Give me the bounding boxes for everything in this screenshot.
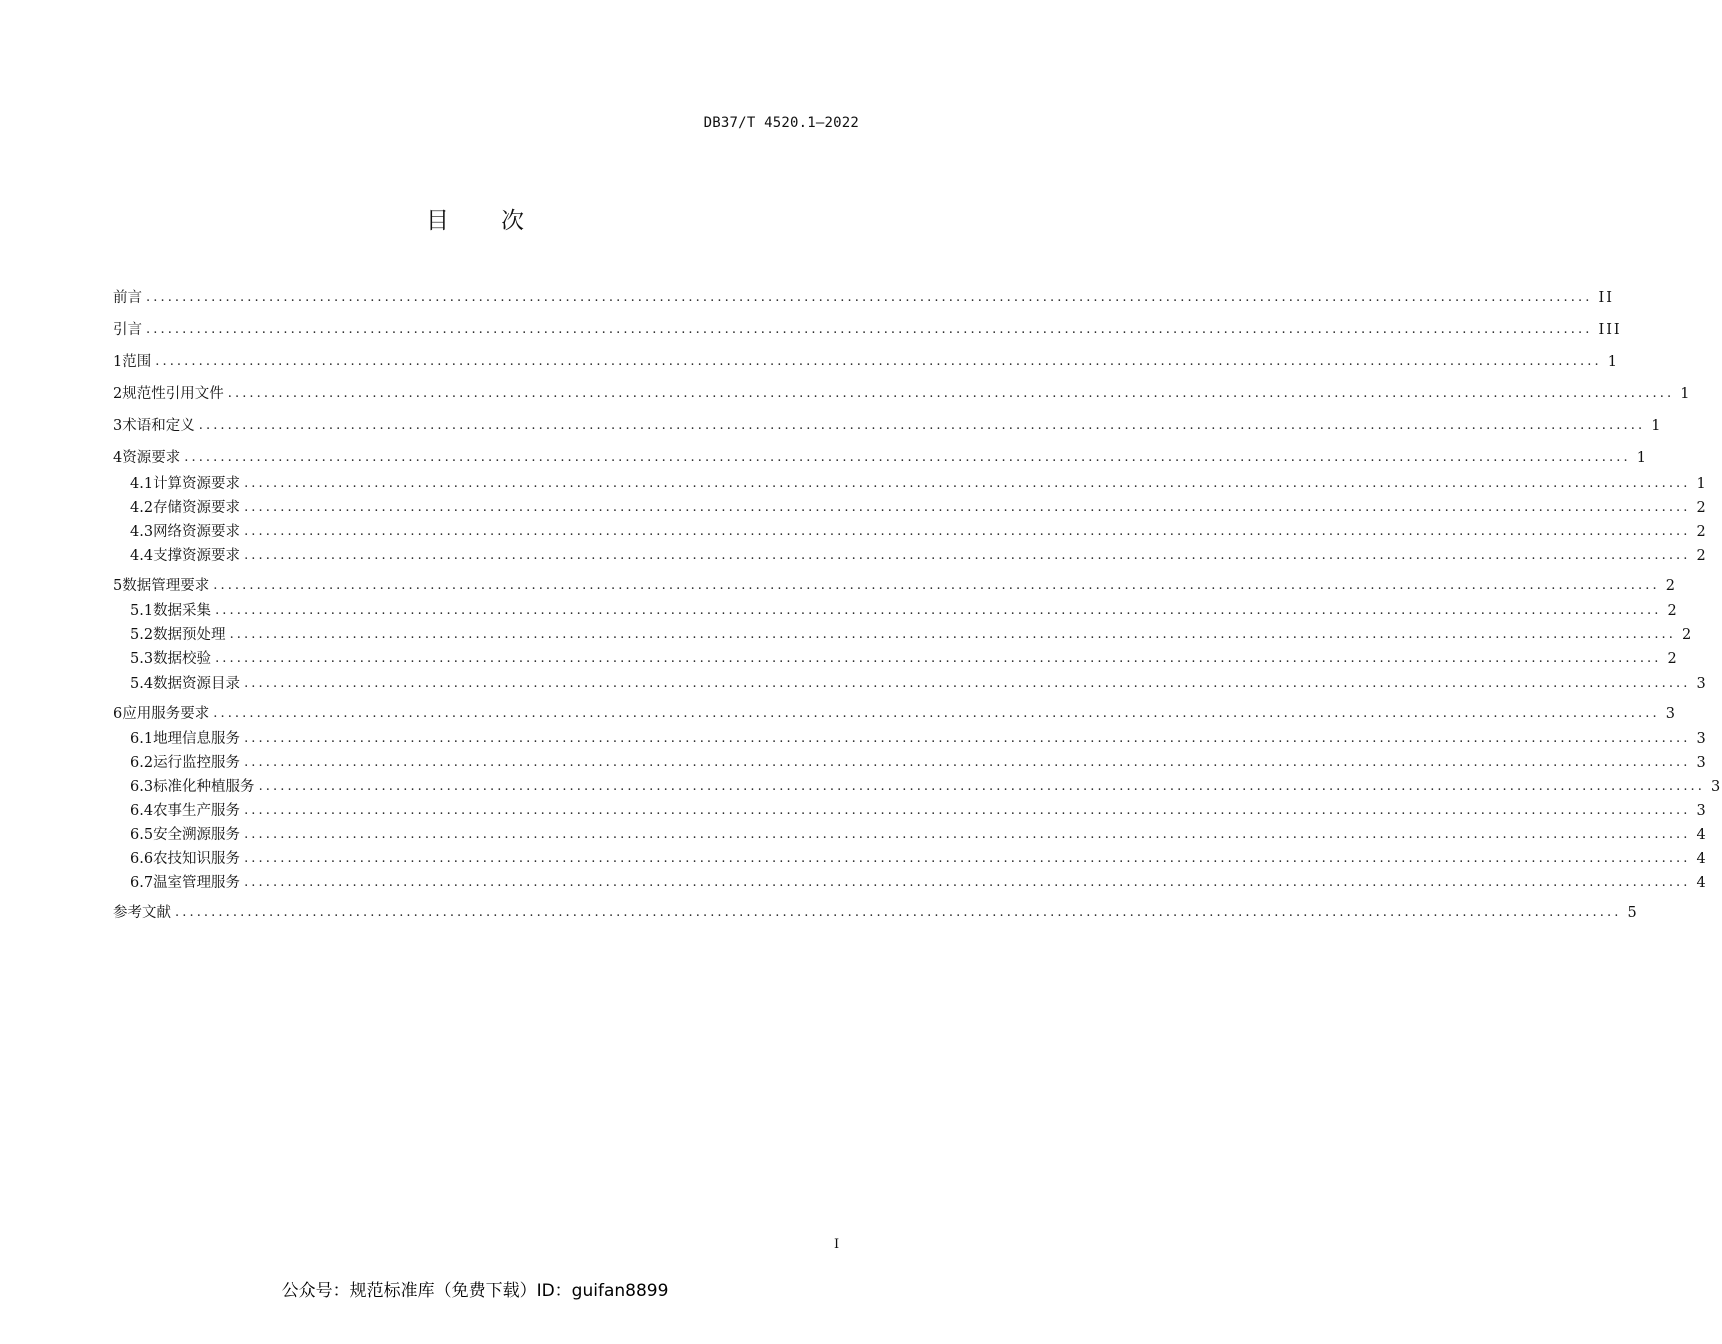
toc-entry-page: 2 bbox=[1682, 627, 1694, 643]
toc-entry-page: 3 bbox=[1711, 779, 1722, 795]
toc-entry[interactable] bbox=[113, 384, 1692, 404]
toc-leader-dots: ........................................................................................................................................................................................................ bbox=[244, 524, 1691, 539]
toc-entry-label: 农事生产服务 bbox=[153, 803, 241, 819]
toc-entry-label: 农技知识服务 bbox=[153, 851, 241, 867]
toc-entry-label: 规范性引用文件 bbox=[122, 386, 224, 402]
toc-entry[interactable] bbox=[113, 704, 1677, 724]
toc-entry-label: 资源要求 bbox=[122, 450, 181, 466]
toc-entry-page: III bbox=[1598, 322, 1622, 338]
toc-entry-label: 安全溯源服务 bbox=[153, 827, 241, 843]
toc-entry[interactable] bbox=[130, 777, 1722, 797]
toc-entry[interactable] bbox=[130, 825, 1708, 845]
toc-entry-number: 4.4 bbox=[130, 548, 154, 564]
toc-entry[interactable] bbox=[113, 352, 1619, 372]
toc-leader-dots: ........................................................................................................................................................................................................ bbox=[244, 548, 1691, 563]
toc-leader-dots: ........................................................................................................................................................................................................ bbox=[213, 706, 1660, 721]
toc-entry-label: 数据校验 bbox=[153, 651, 212, 667]
toc-entry-page: 1 bbox=[1696, 476, 1708, 492]
toc-entry-page: 4 bbox=[1696, 851, 1708, 867]
toc-entry-number: 6.7 bbox=[130, 875, 154, 891]
toc-entry[interactable] bbox=[130, 801, 1708, 821]
toc-entry-label: 数据预处理 bbox=[153, 627, 226, 643]
toc-entry-page: 2 bbox=[1696, 548, 1708, 564]
toc-entry-label: 地理信息服务 bbox=[153, 731, 241, 747]
toc-entry[interactable] bbox=[130, 849, 1708, 869]
toc-entry-page: 1 bbox=[1636, 450, 1648, 466]
toc-entry[interactable] bbox=[113, 288, 1614, 308]
toc-entry-number: 6 bbox=[113, 706, 123, 722]
toc-leader-dots: ........................................................................................................................................................................................................ bbox=[227, 386, 1675, 401]
document-code: DB37/T 4520.1—2022 bbox=[703, 115, 859, 131]
toc-entry-number: 5.2 bbox=[130, 627, 154, 643]
toc-entry-number: 6.1 bbox=[130, 731, 154, 747]
toc-entry-label: 数据管理要求 bbox=[122, 578, 210, 594]
toc-entry-label: 范围 bbox=[122, 354, 152, 370]
toc-entry-number: 2 bbox=[113, 386, 123, 402]
toc-leader-dots: ........................................................................................................................................................................................................ bbox=[244, 500, 1691, 515]
toc-leader-dots: ........................................................................................................................................................................................................ bbox=[155, 354, 1602, 369]
toc-entry-page: 2 bbox=[1665, 578, 1677, 594]
toc-entry[interactable] bbox=[130, 601, 1679, 621]
toc-leader-dots: ........................................................................................................................................................................................................ bbox=[244, 875, 1691, 890]
toc-entry-number: 5.1 bbox=[130, 603, 154, 619]
toc-entry[interactable] bbox=[130, 625, 1694, 645]
toc-entry[interactable] bbox=[130, 522, 1708, 542]
toc-leader-dots: ........................................................................................................................................................................................................ bbox=[244, 803, 1691, 818]
toc-leader-dots: ........................................................................................................................................................................................................ bbox=[244, 755, 1691, 770]
toc-leader-dots: ........................................................................................................................................................................................................ bbox=[258, 779, 1706, 794]
toc-entry-number: 6.2 bbox=[130, 755, 154, 771]
toc-entry[interactable] bbox=[130, 729, 1708, 749]
toc-entry-number: 6.4 bbox=[130, 803, 154, 819]
toc-entry-label: 应用服务要求 bbox=[122, 706, 210, 722]
toc-entry-number: 4 bbox=[113, 450, 123, 466]
page-number: I bbox=[834, 1237, 840, 1252]
toc-entry[interactable] bbox=[113, 903, 1639, 923]
toc-entry-page: II bbox=[1598, 290, 1614, 306]
toc-entry-number: 5.4 bbox=[130, 676, 154, 692]
toc-entry-label: 数据采集 bbox=[153, 603, 212, 619]
toc-leader-dots: ........................................................................................................................................................................................................ bbox=[244, 476, 1691, 491]
toc-entry[interactable] bbox=[113, 416, 1663, 436]
toc-entry-page: 4 bbox=[1696, 875, 1708, 891]
toc-entry-label: 前言 bbox=[113, 290, 142, 306]
toc-entry-page: 1 bbox=[1680, 386, 1692, 402]
toc-entry-page: 5 bbox=[1627, 905, 1639, 921]
toc-entry-number: 6.3 bbox=[130, 779, 154, 795]
toc-entry[interactable] bbox=[130, 546, 1708, 566]
toc-entry-page: 3 bbox=[1696, 755, 1708, 771]
toc-entry-page: 2 bbox=[1667, 651, 1679, 667]
toc-entry[interactable] bbox=[130, 498, 1708, 518]
toc-title-char: 次 bbox=[501, 208, 524, 234]
toc-leader-dots: ........................................................................................................................................................................................................ bbox=[198, 418, 1646, 433]
toc-entry-number: 4.3 bbox=[130, 524, 154, 540]
footer-note: 公众号：规范标准库（免费下载）ID：guifan8899 bbox=[281, 1281, 669, 1301]
toc-entry-number: 6.6 bbox=[130, 851, 154, 867]
toc-entry-number: 4.1 bbox=[130, 476, 154, 492]
toc-leader-dots: ........................................................................................................................................................................................................ bbox=[229, 627, 1677, 642]
toc-entry[interactable] bbox=[113, 320, 1622, 340]
toc-entry-page: 3 bbox=[1696, 676, 1708, 692]
toc-entry-label: 术语和定义 bbox=[122, 418, 195, 434]
toc-entry-label: 计算资源要求 bbox=[153, 476, 241, 492]
toc-entry-page: 3 bbox=[1696, 803, 1708, 819]
toc-entry-page: 4 bbox=[1696, 827, 1708, 843]
toc-entry-label: 温室管理服务 bbox=[153, 875, 241, 891]
toc-entry-number: 6.5 bbox=[130, 827, 154, 843]
toc-entry-label: 网络资源要求 bbox=[153, 524, 241, 540]
toc-leader-dots: ........................................................................................................................................................................................................ bbox=[146, 290, 1593, 305]
toc-entry-label: 运行监控服务 bbox=[153, 755, 241, 771]
toc-leader-dots: ........................................................................................................................................................................................................ bbox=[215, 651, 1662, 666]
toc-entry-page: 2 bbox=[1696, 500, 1708, 516]
toc-title bbox=[0, 202, 950, 235]
toc-entry-number: 5 bbox=[113, 578, 123, 594]
toc-entry[interactable] bbox=[130, 753, 1708, 773]
toc-entry-label: 数据资源目录 bbox=[153, 676, 241, 692]
toc-entry-page: 2 bbox=[1696, 524, 1708, 540]
toc-leader-dots: ........................................................................................................................................................................................................ bbox=[244, 827, 1691, 842]
toc-entry-number: 1 bbox=[113, 354, 123, 370]
toc-entry-label: 存储资源要求 bbox=[153, 500, 241, 516]
toc-leader-dots: ........................................................................................................................................................................................................ bbox=[215, 603, 1662, 618]
toc-entry[interactable] bbox=[130, 474, 1708, 494]
toc-leader-dots: ........................................................................................................................................................................................................ bbox=[244, 731, 1691, 746]
toc-leader-dots: ........................................................................................................................................................................................................ bbox=[213, 578, 1660, 593]
toc-entry[interactable] bbox=[130, 674, 1708, 694]
toc-entry-number: 3 bbox=[113, 418, 123, 434]
toc-entry-label: 引言 bbox=[113, 322, 142, 338]
toc-entry-number: 5.3 bbox=[130, 651, 154, 667]
toc-entry-label: 标准化种植服务 bbox=[153, 779, 255, 795]
toc-entry[interactable] bbox=[113, 448, 1648, 468]
toc-entry[interactable] bbox=[130, 649, 1679, 669]
toc-entry-label: 参考文献 bbox=[113, 905, 171, 921]
toc-entry[interactable] bbox=[130, 873, 1708, 893]
toc-entry-number: 4.2 bbox=[130, 500, 154, 516]
toc-leader-dots: ........................................................................................................................................................................................................ bbox=[244, 676, 1691, 691]
toc-entry-page: 1 bbox=[1651, 418, 1663, 434]
toc-leader-dots: ........................................................................................................................................................................................................ bbox=[146, 322, 1593, 337]
toc-entry-page: 3 bbox=[1665, 706, 1677, 722]
toc-leader-dots: ........................................................................................................................................................................................................ bbox=[184, 450, 1631, 465]
toc-entry[interactable] bbox=[113, 576, 1677, 596]
toc-entry-page: 1 bbox=[1607, 354, 1619, 370]
toc-entry-page: 3 bbox=[1696, 731, 1708, 747]
toc-entry-label: 支撑资源要求 bbox=[153, 548, 241, 564]
toc-leader-dots: ........................................................................................................................................................................................................ bbox=[175, 905, 1622, 920]
toc-title-char: 目 bbox=[426, 208, 449, 234]
toc-entry-page: 2 bbox=[1667, 603, 1679, 619]
toc-leader-dots: ........................................................................................................................................................................................................ bbox=[244, 851, 1691, 866]
